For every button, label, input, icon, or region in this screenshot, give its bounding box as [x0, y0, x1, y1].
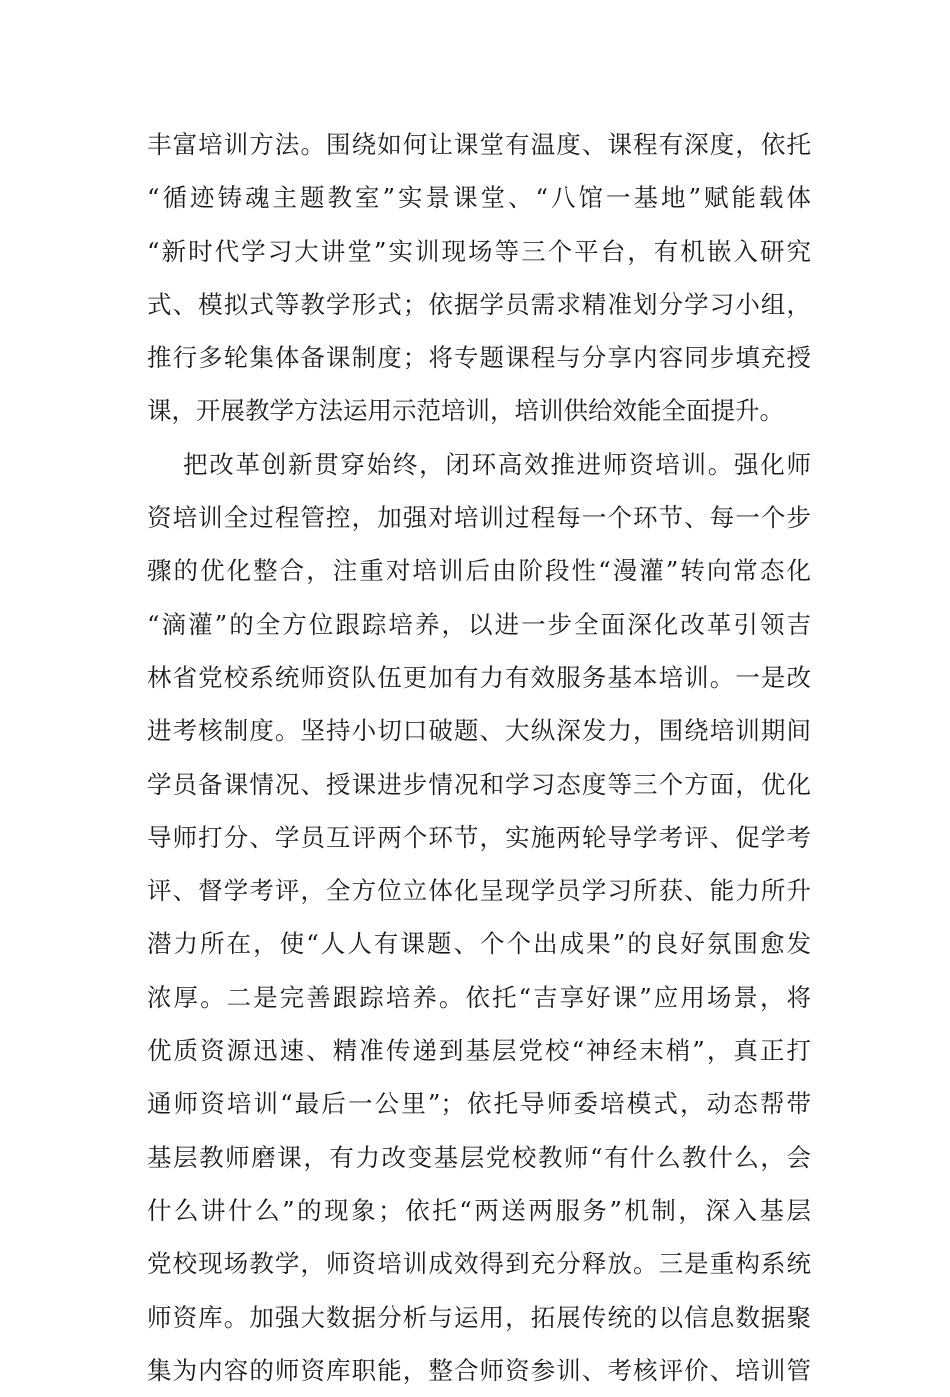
text-line: 课，开展教学方法运用示范培训，培训供给效能全面提升。 — [147, 396, 784, 426]
text-line: “循迹铸魂主题教室”实景课堂、“八馆一基地”赋能载体 — [147, 183, 811, 213]
text-line: 林省党校系统师资队伍更加有力有效服务基本培训。一是改 — [147, 662, 811, 692]
body-text — [147, 118, 811, 1397]
text-line: 评、督学考评，全方位立体化呈现学员学习所获、能力所升 — [147, 876, 811, 906]
text-line: 浓厚。二是完善跟踪培养。依托“吉享好课”应用场景，将 — [147, 982, 811, 1012]
text-line: 进考核制度。坚持小切口破题、大纵深发力，围绕培训期间 — [147, 716, 811, 746]
text-line: 基层教师磨课，有力改变基层党校教师“有什么教什么，会 — [147, 1142, 811, 1172]
text-line: 骤的优化整合，注重对培训后由阶段性“漫灌”转向常态化 — [147, 556, 811, 586]
text-line: 资培训全过程管控，加强对培训过程每一个环节、每一个步 — [147, 503, 811, 533]
text-line: 通师资培训“最后一公里”；依托导师委培模式，动态帮带 — [147, 1089, 811, 1119]
text-line: “滴灌”的全方位跟踪培养，以进一步全面深化改革引领吉 — [147, 609, 811, 639]
paragraph-first-line: 把改革创新贯穿始终，闭环高效推进师资培训。强化师 — [183, 449, 811, 479]
text-line: 导师打分、学员互评两个环节，实施两轮导学考评、促学考 — [147, 822, 811, 852]
text-line: 党校现场教学，师资培训成效得到充分释放。三是重构系统 — [147, 1249, 811, 1279]
text-line: 集为内容的师资库职能，整合师资参训、考核评价、培训管 — [147, 1355, 811, 1385]
text-line: 丰富培训方法。围绕如何让课堂有温度、课程有深度，依托 — [147, 130, 811, 159]
text-line: “新时代学习大讲堂”实训现场等三个平台，有机嵌入研究 — [147, 236, 811, 266]
text-line: 优质资源迅速、精准传递到基层党校“神经末梢”，真正打 — [147, 1036, 811, 1066]
text-line: 式、模拟式等教学形式；依据学员需求精准划分学习小组， — [147, 289, 811, 319]
text-line: 学员备课情况、授课进步情况和学习态度等三个方面，优化 — [147, 769, 811, 799]
text-line: 什么讲什么”的现象；依托“两送两服务”机制，深入基层 — [147, 1195, 811, 1225]
text-line: 师资库。加强大数据分析与运用，拓展传统的以信息数据聚 — [147, 1302, 811, 1332]
text-line: 推行多轮集体备课制度；将专题课程与分享内容同步填充授 — [147, 343, 811, 373]
text-line: 潜力所在，使“人人有课题、个个出成果”的良好氛围愈发 — [147, 929, 811, 959]
